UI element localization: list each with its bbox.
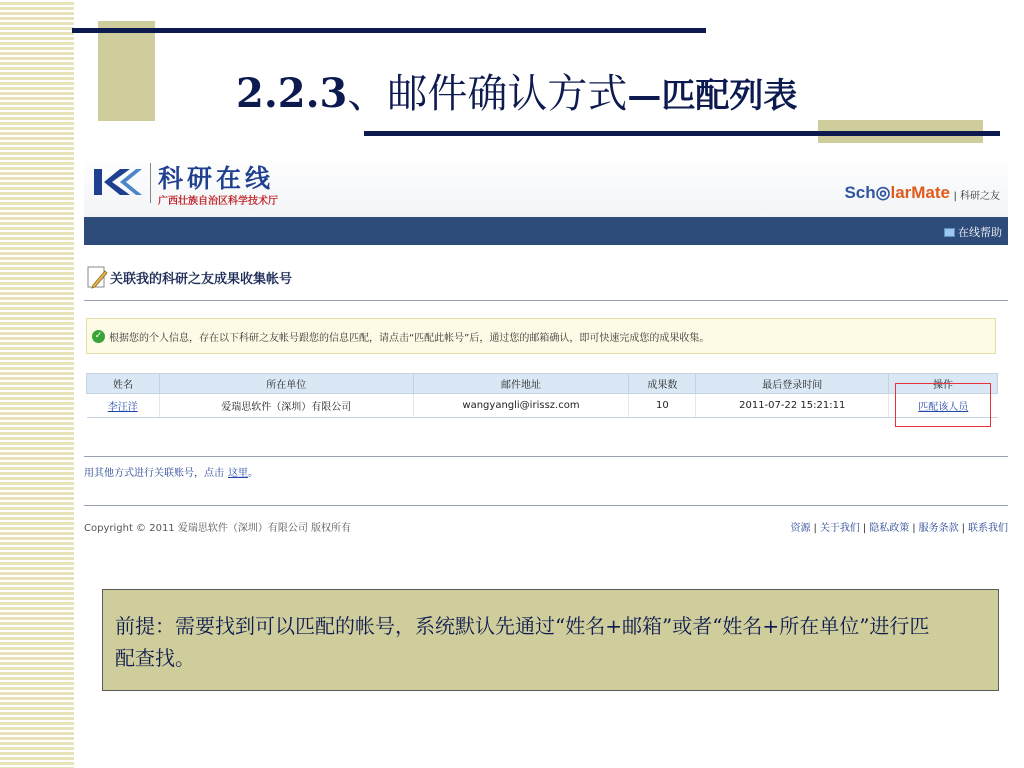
highlight-box [895, 383, 991, 427]
scholarmate-o-icon: ◎ [875, 183, 891, 202]
site-logo-text: 科研在线 [158, 164, 275, 193]
copyright-text: Copyright © 2011 爱瑞思软件（深圳）有限公司 版权所有 [84, 523, 352, 534]
footer-link-resources[interactable]: 资源 [790, 523, 811, 534]
divider [84, 505, 1008, 506]
cell-email: wangyangli@irissz.com [413, 394, 629, 418]
cell-count: 10 [629, 394, 696, 418]
slide-title-main: 、邮件确认方式 [347, 71, 628, 117]
note-box [102, 589, 999, 691]
cell-name [87, 394, 160, 418]
person-name-link[interactable]: 李汪洋 [107, 402, 138, 413]
other-way-label: 用其他方式进行关联账号，点击 [84, 468, 224, 479]
slide-title [236, 66, 797, 122]
title-accent-block [98, 21, 155, 121]
embedded-screenshot [84, 153, 1008, 543]
col-header-last-login: 最后登录时间 [696, 374, 889, 394]
divider [84, 300, 1008, 301]
logo-divider [150, 163, 151, 203]
site-logo-subtitle: 广西壮族自治区科学技术厅 [158, 196, 278, 207]
notice-text: 根据您的个人信息，存在以下科研之友帐号跟您的信息匹配，请点击“匹配此帐号”后，通过您的邮箱确认，即可快速完成您的成果收集。 [109, 333, 710, 344]
divider [84, 456, 1008, 457]
table-header-row [87, 374, 998, 394]
other-way-text [84, 464, 258, 479]
title-top-rule [72, 28, 706, 33]
footer-links: 资源 | 关于我们 | 隐私政策 | 服务条款 | 联系我们 [790, 523, 1008, 534]
slide-title-number: 2.2.3 [236, 70, 348, 117]
scholarmate-logo [844, 183, 950, 203]
nav-bar [84, 217, 1008, 245]
match-person-link[interactable]: 匹配该人员 [918, 402, 969, 413]
section-title-text: 关联我的科研之友成果收集帐号 [110, 272, 293, 287]
section-title [86, 265, 292, 291]
online-help-label: 在线帮助 [958, 226, 1002, 239]
cell-last-login: 2011-07-22 15:21:11 [696, 394, 889, 418]
edit-note-icon [86, 265, 108, 289]
scholarmate-logo-part1: Sch [844, 183, 876, 202]
col-header-name: 姓名 [87, 374, 160, 394]
help-icon [944, 228, 955, 237]
slide-title-sub: —匹配列表 [627, 76, 798, 116]
left-stripe-decoration [0, 0, 74, 768]
note-text: 前提：需要找到可以匹配的帐号，系统默认先通过“姓名+邮箱”或者“姓名+所在单位”进行匹配查找。 [115, 614, 930, 670]
other-way-end: 。 [248, 468, 258, 479]
scholarmate-logo-part2: larMate [890, 183, 950, 202]
site-banner [84, 153, 1008, 217]
check-icon: ✓ [92, 330, 105, 343]
footer-link-terms[interactable]: 服务条款 [918, 523, 959, 534]
site-logo-icon [90, 165, 142, 199]
online-help-link[interactable] [944, 224, 1002, 240]
footer-link-about[interactable]: 关于我们 [819, 523, 860, 534]
footer-link-privacy[interactable]: 隐私政策 [869, 523, 910, 534]
col-header-count: 成果数 [629, 374, 696, 394]
title-bottom-rule [364, 131, 1000, 136]
notice-box [86, 318, 996, 354]
col-header-unit: 所在单位 [159, 374, 413, 394]
match-table [86, 373, 998, 418]
cell-unit: 爱瑞思软件（深圳）有限公司 [159, 394, 413, 418]
other-way-link[interactable]: 这里 [228, 468, 248, 479]
table-row [87, 394, 998, 418]
col-header-email: 邮件地址 [413, 374, 629, 394]
col-header-action: 操作 [889, 374, 998, 394]
footer-link-contact[interactable]: 联系我们 [968, 523, 1008, 534]
scholarmate-cn: | 科研之友 [953, 191, 1000, 202]
